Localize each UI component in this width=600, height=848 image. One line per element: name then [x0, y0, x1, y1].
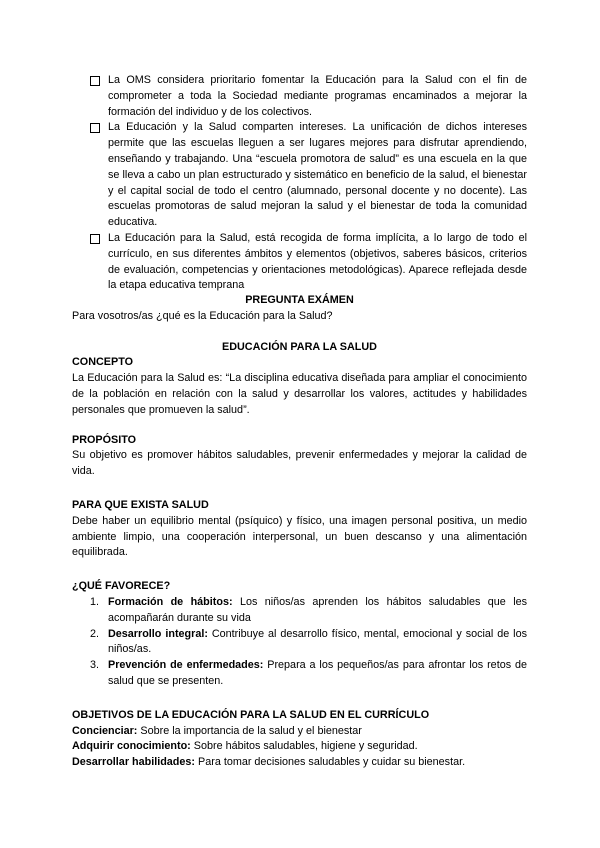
objetivo-line — [72, 724, 527, 740]
concepto-text: La Educación para la Salud es: “La disciplina educativa diseñada para ampliar el conocimiento de la población en relación con la salud y desarrollar los valores, actitudes y habilidades personales que promueven la salud”. — [72, 372, 527, 416]
item-number: 3. — [90, 659, 100, 672]
objetivo-text: Sobre hábitos saludables, higiene y seguridad. — [190, 740, 418, 753]
list-item — [90, 231, 527, 294]
list-item — [90, 627, 527, 659]
objetivo-text: Sobre la importancia de la salud y el bienestar — [137, 724, 362, 737]
section-title: EDUCACIÓN PARA LA SALUD — [222, 340, 377, 353]
list-item — [90, 595, 527, 627]
list-item — [90, 73, 527, 120]
objetivos-heading: OBJETIVOS DE LA EDUCACIÓN PARA LA SALUD EN EL CURRÍCULO — [72, 708, 430, 721]
item-number: 1. — [90, 595, 100, 608]
item-text: Prepara a los pequeños/as para afrontar los retos de salud que se presenten. — [108, 659, 527, 687]
item-text: Contribuye al desarrollo físico, mental, emocional y social de los niños/as. — [108, 627, 527, 656]
list-item — [90, 658, 527, 690]
checkbox-icon — [90, 76, 100, 86]
objetivo-line — [72, 755, 527, 771]
objetivo-text: Para tomar decisiones saludables y cuidar su bienestar. — [195, 756, 466, 769]
proposito-heading: PROPÓSITO — [72, 433, 136, 446]
bullet-text: La OMS considera prioritario fomentar la Educación para la Salud con el fin de comprometer a toda la Sociedad mediante programas encaminados a mejorar la formación del individuo y de los colectivos. — [108, 74, 527, 118]
checkbox-bullet-list — [90, 73, 527, 294]
bullet-text: La Educación para la Salud, está recogida de forma implícita, a lo largo de todo el currículo, en sus diferentes ámbitos y elementos (objetivos, saberes básicos, criterios de evaluación, competencias y orientaciones metodológicas). Aparece reflejada desde la etapa educativa temprana — [108, 231, 527, 292]
main-content — [72, 293, 527, 771]
bullet-text: La Educación y la Salud comparten intereses. La unificación de dichos intereses permite que las escuelas lleguen a ser lugares mejores para disfrutar aprendiendo, enseñando y trabajando. Una “escuela promotora de salud” es una escuela en la que se lleva a cabo un plan estructurado y sistemático en beneficio de la salud, el bienestar y el capital social de todo el centro (alumnado, personal docente y no docente). Las escuelas promotoras de salud mejoran la salud y el bienestar de toda la comunidad educativa. — [108, 121, 527, 229]
item-bold-label: Formación de hábitos: — [108, 595, 233, 608]
list-item — [90, 120, 527, 231]
checkbox-icon — [90, 234, 100, 244]
concepto-heading: CONCEPTO — [72, 356, 133, 369]
para-que-exista-salud-text: Debe haber un equilibrio mental (psíquico) y físico, una imagen personal positiva, un medio ambiente limpio, una cooperación interpersonal, un buen descanso y una alimentación equilibrada. — [72, 514, 527, 559]
que-favorece-heading: ¿QUÉ FAVORECE? — [72, 580, 171, 593]
favorece-list — [72, 595, 527, 690]
checkbox-icon — [90, 123, 100, 133]
objetivo-label: Adquirir conocimiento: — [72, 740, 191, 753]
item-bold-label: Prevención de enfermedades: — [108, 659, 264, 672]
para-que-exista-salud-heading: PARA QUE EXISTA SALUD — [72, 498, 209, 511]
exam-question-text: Para vosotros/as ¿qué es la Educación para la Salud? — [72, 309, 333, 322]
proposito-text: Su objetivo es promover hábitos saludables, prevenir enfermedades y mejorar la calidad de vida. — [72, 449, 527, 478]
exam-question-title: PREGUNTA EXÁMEN — [245, 294, 354, 306]
item-text: Los niños/as aprenden los hábitos saludables que les acompañarán durante su vida — [108, 595, 527, 624]
objetivo-label: Concienciar: — [72, 724, 138, 737]
objetivo-label: Desarrollar habilidades: — [72, 756, 196, 769]
item-bold-label: Desarrollo integral: — [108, 627, 208, 640]
item-number: 2. — [90, 627, 100, 640]
objetivo-line — [72, 739, 527, 755]
